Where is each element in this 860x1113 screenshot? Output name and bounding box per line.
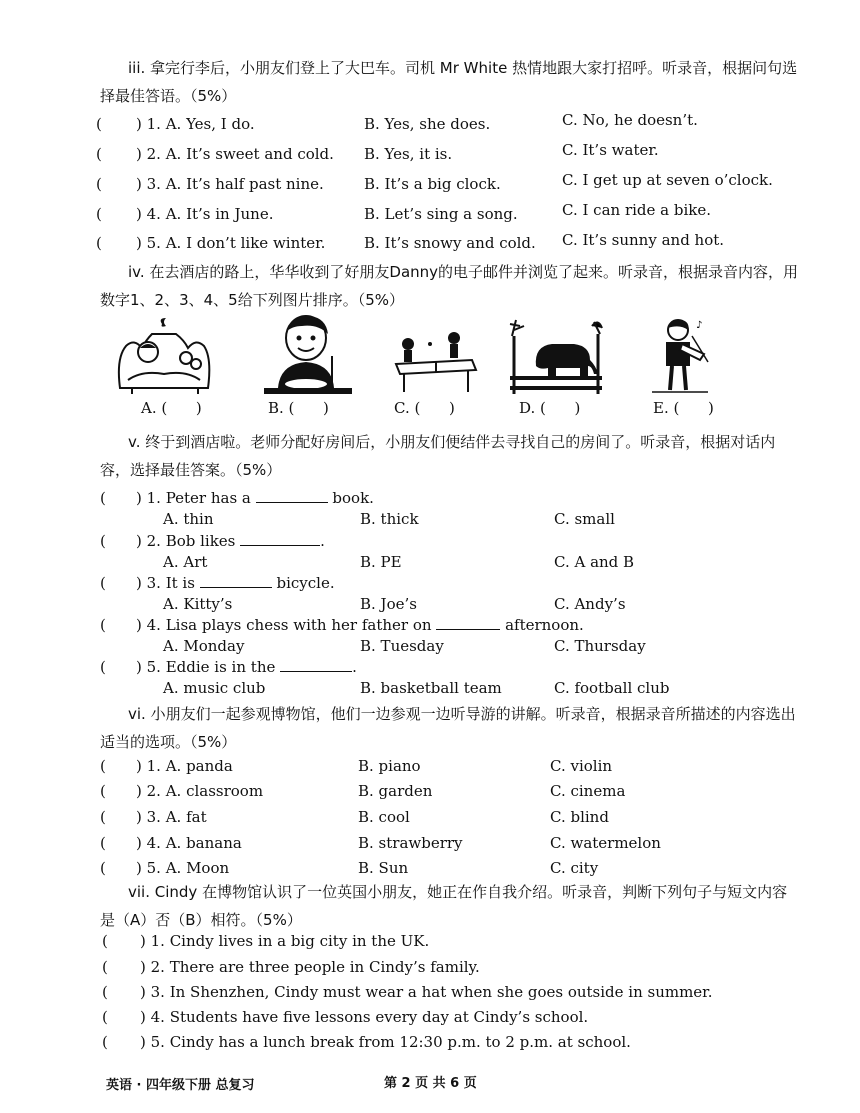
- option-c: C. small: [554, 510, 615, 528]
- picture-label-c: C. ( ): [394, 399, 455, 417]
- question-stem: ) 1. Peter has a book.: [136, 489, 374, 507]
- option-b: B. piano: [358, 757, 421, 775]
- question-text: ) 1. A. panda: [136, 757, 233, 775]
- option-c: C. It’s sunny and hot.: [562, 231, 725, 249]
- option-b: B. basketball team: [360, 679, 502, 697]
- question-text: ) 5. A. Moon: [136, 859, 230, 877]
- section-iv-intro: iv. 在去酒店的路上，华华收到了好朋友Danny的电子邮件并浏览了起来。听录音，根据录音内容，用数字1、2、3、4、5给下列图片排序。（5%）: [100, 263, 799, 309]
- statement-5: ) 5. Cindy has a lunch break from 12:30 p.m. to 2 p.m. at school.: [140, 1033, 631, 1051]
- option-c: C. cinema: [550, 782, 626, 800]
- option-c: C. football club: [554, 679, 670, 697]
- statement-2: ) 2. There are three people in Cindy’s family.: [140, 958, 480, 976]
- option-b: B. garden: [358, 782, 433, 800]
- table-tennis-picture: [390, 330, 478, 394]
- option-b: B. Let’s sing a song.: [364, 205, 518, 223]
- statement-3: ) 3. In Shenzhen, Cindy must wear a hat when she goes outside in summer.: [140, 983, 713, 1001]
- option-c: C. No, he doesn’t.: [562, 111, 698, 129]
- question-text: ) 2. A. It’s sweet and cold.: [136, 145, 334, 163]
- question-text: ) 3. A. It’s half past nine.: [136, 175, 324, 193]
- option-c: C. city: [550, 859, 599, 877]
- option-b: B. Tuesday: [360, 637, 444, 655]
- option-c: C. blind: [550, 808, 609, 826]
- question-text: ) 5. A. I don’t like winter.: [136, 234, 326, 252]
- section-vi-intro: vi. 小朋友们一起参观博物馆，他们一边参观一边听导游的讲解。听录音，根据录音所描述的内容选出适当的选项。（5%）: [100, 705, 796, 751]
- footer-book-title: 英语 · 四年级下册 总复习: [106, 1078, 255, 1093]
- statement-1: ) 1. Cindy lives in a big city in the UK.: [140, 932, 430, 950]
- option-c: C. violin: [550, 757, 613, 775]
- picture-label-a: A. ( ): [141, 399, 202, 417]
- option-b: B. It’s a big clock.: [364, 175, 501, 193]
- question-stem: ) 4. Lisa plays chess with her father on afternoon.: [136, 616, 584, 634]
- option-b: B. It’s snowy and cold.: [364, 234, 536, 252]
- svg-text:♪: ♪: [696, 320, 703, 331]
- question-text: ) 1. A. Yes, I do.: [136, 115, 255, 133]
- statement-4: ) 4. Students have five lessons every day at Cindy’s school.: [140, 1008, 589, 1026]
- picture-label-b: B. ( ): [268, 399, 329, 417]
- section-iii-intro: iii. 拿完行李后，小朋友们登上了大巴车。司机 Mr White 热情地跟大家打招呼。听录音，根据问句选择最佳答语。（5%）: [100, 59, 798, 105]
- section-v-intro: v. 终于到酒店啦。老师分配好房间后，小朋友们便结伴去寻找自己的房间了。听录音，根据对话内容，选择最佳答案。（5%）: [100, 433, 776, 479]
- question-stem: ) 3. It is bicycle.: [136, 574, 335, 592]
- question-text: ) 4. A. It’s in June.: [136, 205, 274, 223]
- option-c: C. watermelon: [550, 834, 661, 852]
- option-a: A. Art: [163, 553, 208, 571]
- option-a: A. Monday: [163, 637, 245, 655]
- question-text: ) 3. A. fat: [136, 808, 207, 826]
- question-text: ) 4. A. banana: [136, 834, 242, 852]
- picture-label-e: E. ( ): [653, 399, 714, 417]
- option-a: A. Kitty’s: [163, 595, 233, 613]
- question-text: ) 2. A. classroom: [136, 782, 264, 800]
- sleeping-child-picture: [112, 318, 216, 396]
- question-stem: ) 2. Bob likes .: [136, 532, 325, 550]
- boy-eating-picture: [262, 310, 354, 396]
- option-b: B. Yes, it is.: [364, 145, 453, 163]
- option-c: C. It’s water.: [562, 141, 659, 159]
- option-c: C. I get up at seven o’clock.: [562, 171, 773, 189]
- picture-label-d: D. ( ): [519, 399, 581, 417]
- option-c: C. A and B: [554, 553, 635, 571]
- option-b: B. Yes, she does.: [364, 115, 491, 133]
- section-vii-intro: vii. Cindy 在博物馆认识了一位英国小朋友，她正在作自我介绍。听录音，判断下列句子与短文内容是（A）否（B）相符。（5%）: [100, 883, 788, 929]
- elephant-zoo-picture: [506, 316, 606, 394]
- exam-page: iii. 拿完行李后，小朋友们登上了大巴车。司机 Mr White 热情地跟大家打招呼。听录音，根据问句选择最佳答语。（5%） ( ) 1. A. Yes, I do. B. Yes, she does. C. No, he doesn’t. ( ) 2. A. It’s sweet and cold. B. Yes, it is. C. It’s water. ( ) 3. A. It’s half past nine. B. It’s a big clock. C. I get up at seven o’clock. ( ) 4. A. It’s in June. B. Let’s sing a song. C. I can ride a bike. ( ) 5. A. I don’t like winter. B. It’s snowy and cold. C. It’s sunny and hot. iv. 在去酒店的路上，华华收到了好朋友Danny的电子邮件并浏览了起来。听录音，根据录音内容，用数字1、2、3、4、5给下列图片排序。（5%） ♪ A. ( ) B. ( ) C. ( ) D. ( ) E. ( ) v. 终于到酒店啦。老师分配好房间后，小朋友们便结伴去寻找自己的房间了。听录音，根据对话内容，选择最佳答案。（5%） ( ) 1. Peter has a book. A. thin B. thick C. small ( ) 2. Bob likes . A. Art B. PE C. A and B ( ) 3. It is bicycle. A. Kitty’s B. Joe’s C. Andy’s ( ) 4. Lisa plays chess with her father on afternoon. A. Monday B. Tuesday C. Thursday ( ) 5. Eddie is in the . A. music club B. basketball team C. football club vi. 小朋友们一起参观博物馆，他们一边参观一边听导游的讲解。听录音，根据录音所描述的内容选出适当的选项。（5%） ( ) 1. A. panda B. piano C. violin ( ) 2. A. classroom B. garden C. cinema ( ) 3. A. fat B. cool C. blind ( ) 4. A. banana B. strawberry C. watermelon ( ) 5. A. Moon B. Sun C. city vii. Cindy 在博物馆认识了一位英国小朋友，她正在作自我介绍。听录音，判断下列句子与短文内容是（A）否（B）相符。（5%） ( ) 1. Cindy lives in a big city in the UK. ( ) 2. There are three people in Cindy’s family. ( ) 3. In Shenzhen, Cindy must wear a hat when she goes outside in summer. ( ) 4. Students have five lessons every day at Cindy’s school. ( ) 5. Cindy has a lunch break from 12:30 p.m. to 2 p.m. at school. 英语 · 四年级下册 总复习 第 2 页 共 6 页: [0, 0, 860, 1113]
- violin-boy-picture: [652, 316, 712, 394]
- option-b: B. Joe’s: [360, 595, 417, 613]
- option-b: B. PE: [360, 553, 402, 571]
- option-c: C. I can ride a bike.: [562, 201, 712, 219]
- option-b: B. thick: [360, 510, 419, 528]
- option-b: B. strawberry: [358, 834, 463, 852]
- footer-page-number: 第 2 页 共 6 页: [384, 1076, 477, 1091]
- option-b: B. Sun: [358, 859, 409, 877]
- option-a: A. thin: [163, 510, 214, 528]
- option-c: C. Andy’s: [554, 595, 626, 613]
- option-b: B. cool: [358, 808, 410, 826]
- option-a: A. music club: [163, 679, 266, 697]
- option-c: C. Thursday: [554, 637, 646, 655]
- question-stem: ) 5. Eddie is in the .: [136, 658, 357, 676]
